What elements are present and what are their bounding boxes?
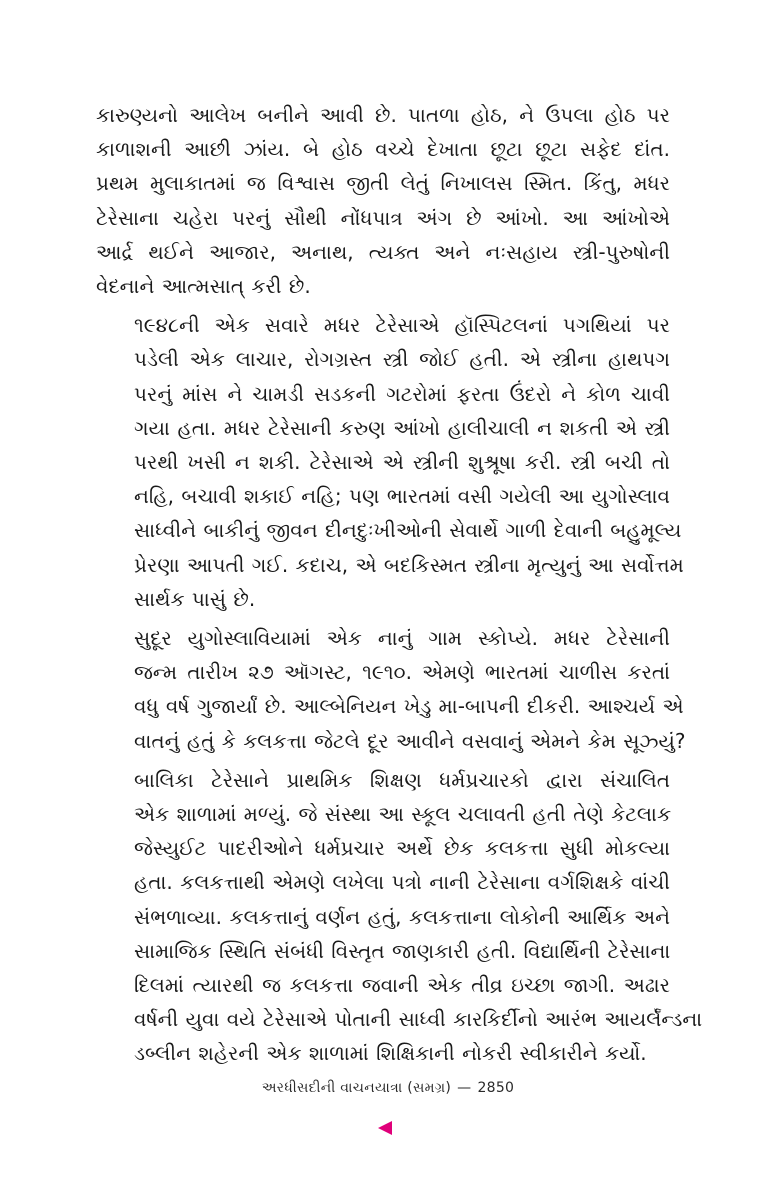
- text-line: સુદૂર યુગોસ્લાવિયામાં એક નાનું ગામ સ્કોપ્યે. મધર ટેરેસાની: [134, 626, 670, 651]
- text-line: વાતનું હતું કે કલકત્તા જેટલે દૂર આવીને વસવાનું એમને કેમ સૂઝ્યું?: [134, 728, 686, 753]
- paragraph: [96, 621, 686, 758]
- text-line: જન્મ તારીખ ૨૭ ઑગસ્ટ, ૧૯૧૦. એમણે ભારતમાં ચાળીસ કરતાં: [134, 660, 670, 685]
- text-line: વધુ વર્ષ ગુજાર્યાં છે. આલ્બેનિયન ખેડુ મા-બાપની દીકરી. આશ્ચર્ય એ: [134, 694, 684, 719]
- footer-book-title: અરધીસદીની વાચનયાત્રા (સમગ્ર): [261, 1080, 452, 1096]
- paragraph: [96, 763, 703, 1071]
- text-line: વર્ષની યુવા વયે ટેરેસાએ પોતાની સાધ્વી કારકિર્દીનો આરંભ આયર્લૅન્ડના: [134, 1007, 703, 1032]
- text-line: આર્દ્ર થઈને આજાર, અનાથ, ત્યક્ત અને નઃસહાય સ્ત્રી-પુરુષોની: [96, 239, 670, 264]
- text-line: સામાજિક સ્થિતિ સંબંધી વિસ્તૃત જાણકારી હતી. વિદ્યાર્થિની ટેરેસાના: [134, 938, 671, 963]
- page-body: [96, 98, 703, 1071]
- paragraph: [96, 98, 670, 303]
- text-line: પ્રથમ મુલાકાતમાં જ વિશ્વાસ જીતી લેતું નિખાલસ સ્મિત. કિંતુ, મધર: [96, 171, 670, 196]
- page-footer: [0, 1080, 776, 1096]
- text-line: કારુણ્યનો આલેખ બનીને આવી છે. પાતળા હોઠ, ને ઉપલા હોઠ પર: [96, 103, 670, 127]
- text-line: ડબ્લીન શહેરની એક શાળામાં શિક્ષિકાની નોકરી સ્વીકારીને કર્યો.: [134, 1041, 647, 1066]
- paragraph: [96, 308, 684, 616]
- text-line: પરનું માંસ ને ચામડી સડકની ગટરોમાં ફરતા ઉંદરો ને કોળ ચાવી: [134, 381, 670, 406]
- text-line: વેદનાને આત્મસાત્ કરી છે.: [96, 274, 311, 299]
- text-line: ૧૯૪૮ની એક સવારે મધર ટેરેસાએ હૉસ્પિટલનાં પગથિયાં પર: [134, 313, 670, 338]
- text-line: પડેલી એક લાચાર, રોગગ્રસ્ત સ્ત્રી જોઈ હતી. એ સ્ત્રીના હાથપગ: [134, 347, 670, 372]
- text-line: કાળાશની આછી ઝાંય. બે હોઠ વચ્ચે દેખાતા છૂટા છૂટા સફેદ દાંત.: [96, 137, 670, 162]
- text-line: હતા. કલકત્તાથી એમણે લખેલા પત્રો નાની ટેરેસાના વર્ગશિક્ષકે વાંચી: [134, 870, 670, 895]
- text-line: દિલમાં ત્યારથી જ કલકત્તા જવાની એક તીવ્ર ઇચ્છા જાગી. અઢાર: [134, 973, 670, 998]
- footer-dash: —: [457, 1080, 472, 1096]
- text-line: સંભળાવ્યા. કલકત્તાનું વર્ણન હતું, કલકત્તાના લોકોની આર્થિક અને: [134, 904, 670, 929]
- text-line: એક શાળામાં મળ્યું. જે સંસ્થા આ સ્કૂલ ચલાવતી હતી તેણે કેટલાક: [134, 802, 672, 827]
- text-line: ટેરેસાના ચહેરા પરનું સૌથી નોંધપાત્ર અંગ છે આંખો. આ આંખોએ: [96, 205, 670, 230]
- footer-page-number: 2850: [477, 1080, 515, 1096]
- prev-page-icon[interactable]: [378, 1121, 392, 1135]
- text-line: પરથી ખસી ન શકી. ટેરેસાએ એ સ્ત્રીની શુશ્રૂષા કરી. સ્ત્રી બચી તો: [134, 450, 670, 475]
- text-line: બાલિકા ટેરેસાને પ્રાથમિક શિક્ષણ ધર્મપ્રચારકો દ્વારા સંચાલિત: [134, 767, 670, 792]
- text-line: સાર્થક પાસું છે.: [134, 586, 256, 611]
- text-line: ગયા હતા. મધર ટેરેસાની કરુણ આંખો હાલીચાલી ન શકતી એ સ્ત્રી: [134, 415, 670, 440]
- text-line: પ્રેરણા આપતી ગઈ. કદાચ, એ બદકિસ્મત સ્ત્રીના મૃત્યુનું આ સર્વોત્તમ: [134, 552, 684, 577]
- text-line: સાધ્વીને બાકીનું જીવન દીનદુઃખીઓની સેવાર્થે ગાળી દેવાની બહુમૂલ્ય: [134, 518, 682, 543]
- text-line: નહિ, બચાવી શકાઈ નહિ; પણ ભારતમાં વસી ગયેલી આ યુગોસ્લાવ: [134, 484, 670, 509]
- text-line: જેસ્યુઈટ પાદરીઓને ધર્મપ્રચાર અર્થે છેક કલકત્તા સુધી મોકલ્યા: [134, 836, 670, 861]
